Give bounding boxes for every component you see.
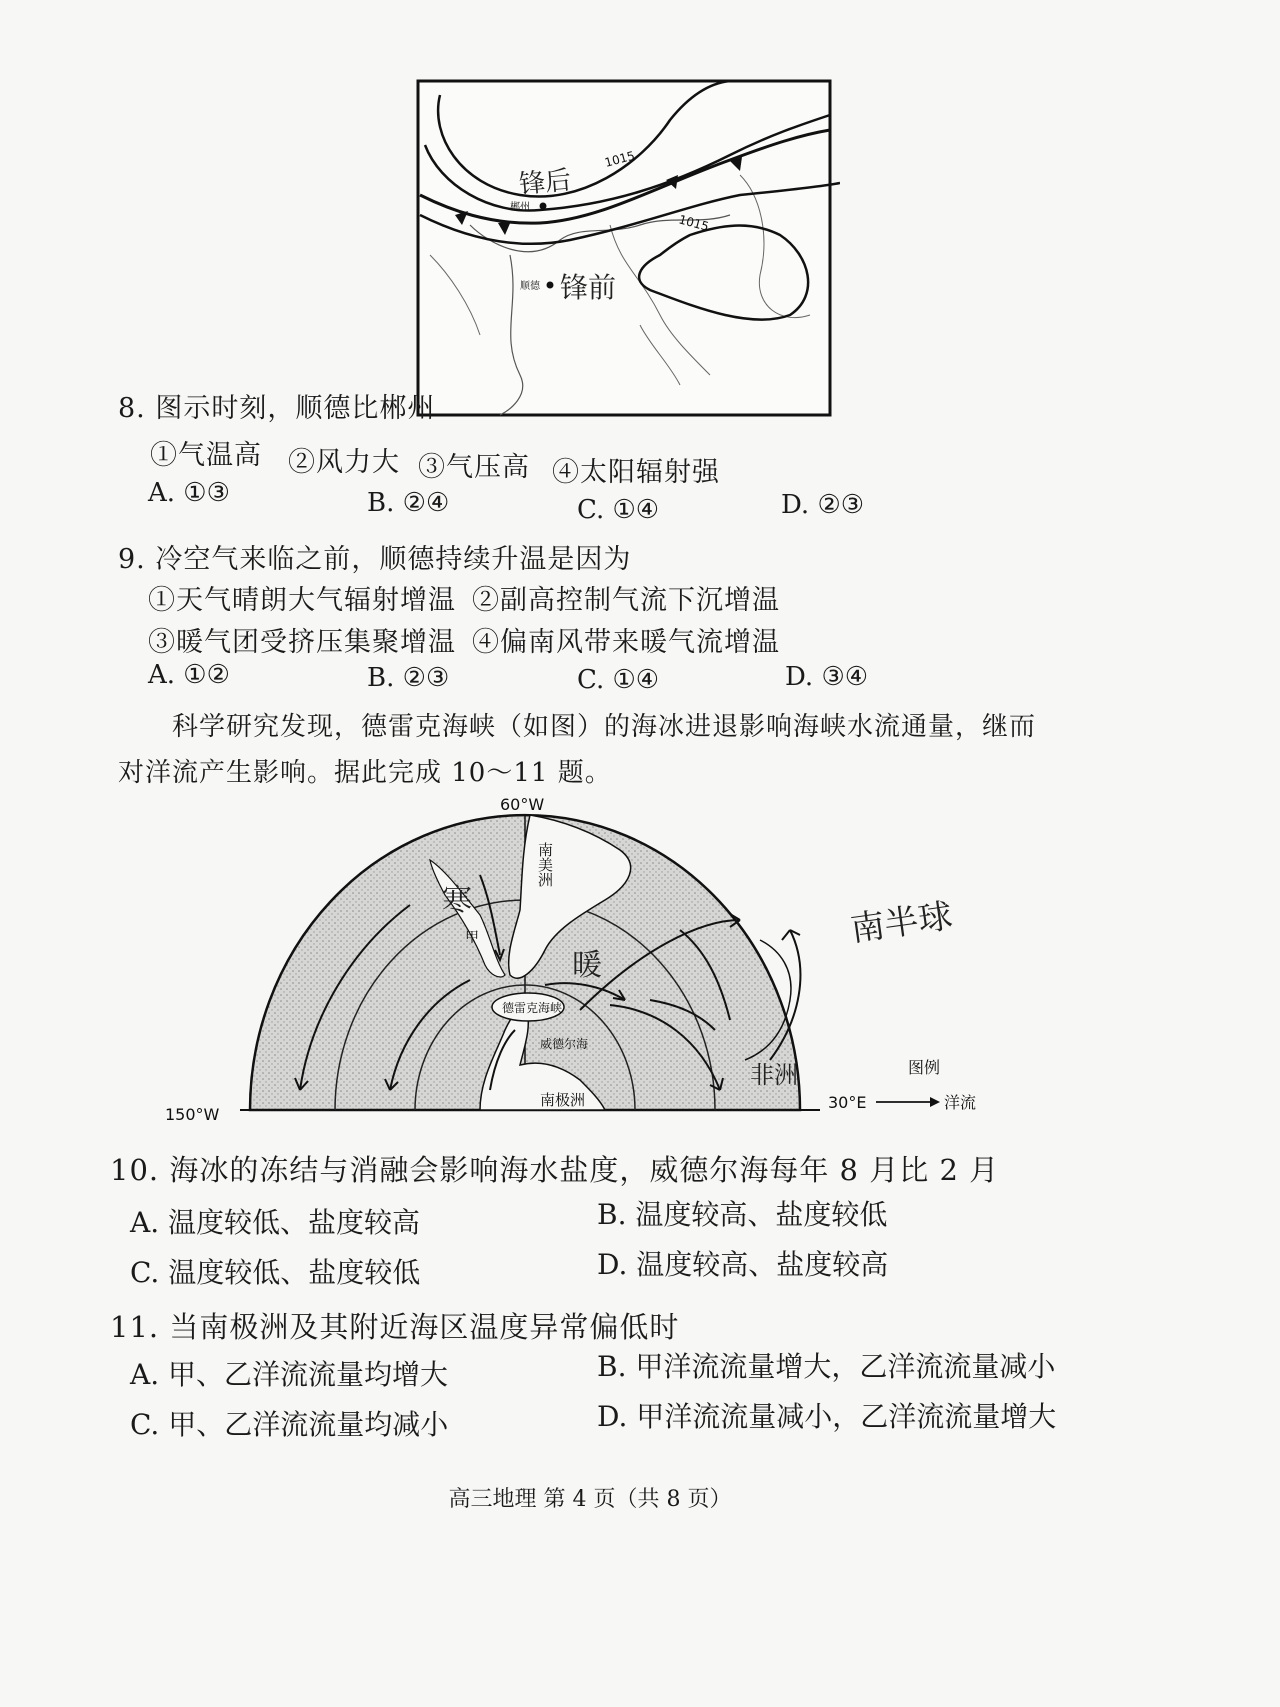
- q10-option-a[interactable]: A. 温度较低、盐度较高: [130, 1206, 421, 1239]
- q8-option-d[interactable]: D. ②③: [781, 490, 865, 520]
- q8-choice-3: ③气压高: [418, 452, 530, 483]
- q8-choice-1: ①气温高: [150, 440, 262, 471]
- q10-stem: 10. 海冰的冻结与消融会影响海水盐度，威德尔海每年 8 月比 2 月: [110, 1153, 1000, 1187]
- q11-option-b[interactable]: B. 甲洋流流量增大，乙洋流流量减小: [597, 1350, 1056, 1383]
- q9-stem: 9. 冷空气来临之前，顺德持续升温是因为: [118, 544, 632, 575]
- label-antarctica: 南极洲: [540, 1091, 586, 1109]
- handwritten-front-rear: 锋后: [517, 165, 573, 200]
- shunde-label: 顺德: [520, 281, 540, 292]
- handwritten-warm-note: 暖: [572, 948, 602, 983]
- legend-title: 图例: [908, 1058, 941, 1077]
- q9-option-c[interactable]: C. ①④: [577, 665, 660, 695]
- q9-option-d[interactable]: D. ③④: [785, 662, 869, 692]
- q8-option-a[interactable]: A. ①③: [148, 478, 230, 508]
- chenzhou-label: 郴州: [510, 202, 530, 213]
- q11-option-a[interactable]: A. 甲、乙洋流流量均增大: [130, 1358, 449, 1391]
- handwritten-hemisphere-note: 南半球: [848, 896, 955, 950]
- weather-map: [410, 75, 840, 425]
- legend-arrow-head: [930, 1097, 940, 1107]
- q8-choice-2: ②风力大: [288, 447, 400, 478]
- q9-choice-2: ②副高控制气流下沉增温: [472, 585, 780, 616]
- q9-option-a[interactable]: A. ①②: [148, 660, 230, 690]
- label-jia: 甲: [465, 930, 479, 946]
- handwritten-cold-note: 寒: [442, 883, 472, 918]
- chenzhou-dot: [540, 203, 547, 210]
- label-60w: 60°W: [500, 795, 545, 814]
- label-30e: 30°E: [828, 1093, 867, 1112]
- shunde-dot: [547, 282, 554, 289]
- handwritten-front-ahead: 锋前: [560, 271, 617, 304]
- q9-choice-1: ①天气晴朗大气辐射增温: [148, 585, 456, 616]
- q9-choice-4: ④偏南风带来暖气流增温: [472, 627, 780, 658]
- q9-choice-3: ③暖气团受挤压集聚增温: [148, 627, 456, 658]
- ocean-current-map: [160, 790, 990, 1130]
- q8-choice-4: ④太阳辐射强: [552, 457, 720, 488]
- q11-stem: 11. 当南极洲及其附近海区温度异常偏低时: [110, 1310, 680, 1344]
- isobar-label-1015-a: 1015: [603, 148, 637, 170]
- q8-option-b[interactable]: B. ②④: [367, 488, 450, 518]
- intro-line-2: 对洋流产生影响。据此完成 10～11 题。: [118, 758, 612, 788]
- q10-option-c[interactable]: C. 温度较低、盐度较低: [130, 1256, 421, 1289]
- q10-option-b[interactable]: B. 温度较高、盐度较低: [597, 1198, 888, 1231]
- q9-option-b[interactable]: B. ②③: [367, 663, 450, 693]
- label-south-america: 南美洲: [536, 842, 554, 887]
- q8-stem: 8. 图示时刻，顺德比郴州: [118, 393, 436, 424]
- q10-option-d[interactable]: D. 温度较高、盐度较高: [597, 1248, 889, 1281]
- label-150w: 150°W: [165, 1105, 220, 1124]
- q11-option-d[interactable]: D. 甲洋流流量减小，乙洋流流量增大: [597, 1400, 1057, 1433]
- label-weddell-sea: 威德尔海: [540, 1037, 589, 1051]
- legend-label-current: 洋流: [944, 1093, 977, 1112]
- handwritten-africa-note: 非洲: [750, 1061, 798, 1089]
- q8-option-c[interactable]: C. ①④: [577, 495, 660, 525]
- page-footer: 高三地理 第 4 页（共 8 页）: [448, 1487, 732, 1512]
- intro-line-1: 科学研究发现，德雷克海峡（如图）的海冰进退影响海峡水流通量，继而: [172, 712, 1037, 742]
- q11-option-c[interactable]: C. 甲、乙洋流流量均减小: [130, 1408, 449, 1441]
- isobar-label-1015-b: 1015: [677, 212, 711, 234]
- label-drake-passage: 德雷克海峡: [502, 1001, 563, 1015]
